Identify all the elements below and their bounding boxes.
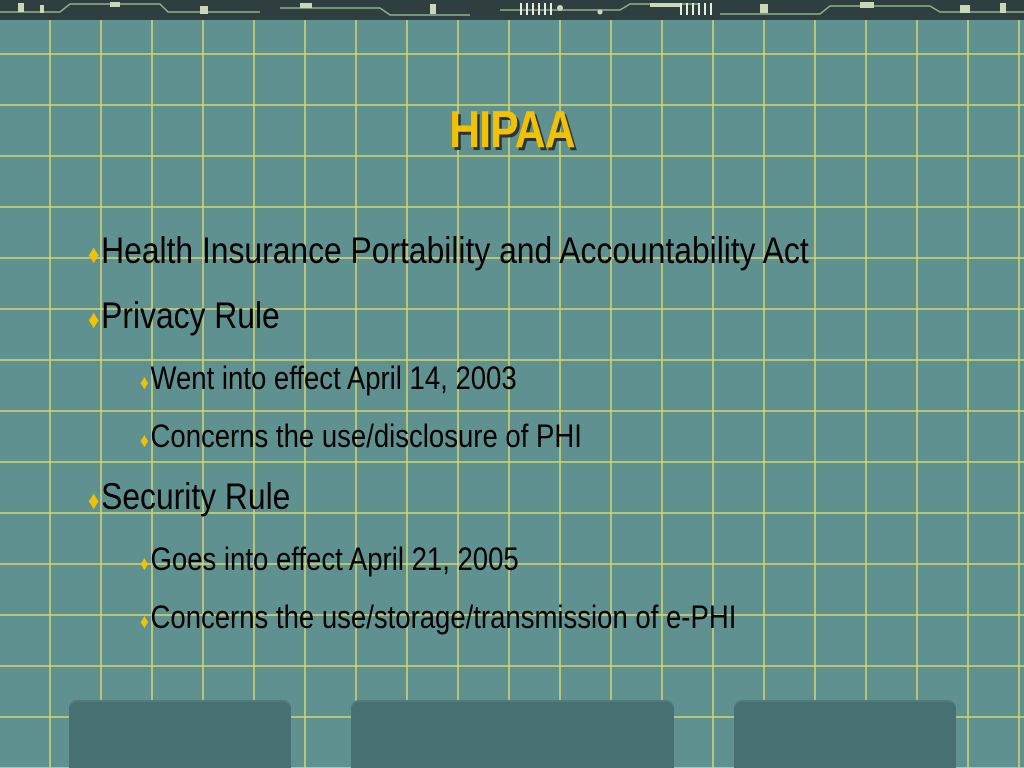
bullet-text: Goes into effect April 21, 2005 — [150, 541, 519, 577]
diamond-icon: ♦ — [88, 304, 100, 334]
bullet-item-privacy-rule — [88, 295, 862, 360]
diamond-icon: ♦ — [140, 611, 149, 633]
diamond-icon: ♦ — [88, 485, 100, 515]
bullet-text: Concerns the use/disclosure of PHI — [150, 418, 582, 454]
bullet-text: Privacy Rule — [101, 295, 280, 336]
bullet-list — [88, 230, 988, 657]
bullet-text: Concerns the use/storage/transmission of e-PHI — [150, 599, 737, 635]
circuit-pattern-icon — [0, 0, 1024, 20]
diamond-icon: ♦ — [88, 239, 100, 269]
bullet-item-security-rule — [88, 476, 862, 541]
diamond-icon: ♦ — [140, 430, 149, 452]
sub-bullet-privacy-effective-date — [140, 360, 869, 418]
bottom-tab-center — [351, 700, 674, 768]
diamond-icon: ♦ — [140, 372, 149, 394]
sub-bullet-security-effective-date — [140, 541, 869, 599]
slide-title: HIPAA — [449, 101, 575, 159]
sub-bullet-privacy-concerns — [140, 418, 869, 476]
diamond-icon: ♦ — [140, 553, 149, 575]
bottom-tab-right — [734, 700, 956, 768]
bottom-tab-left — [69, 700, 291, 768]
bullet-text: Health Insurance Portability and Accountability Act — [101, 230, 809, 271]
bullet-text: Went into effect April 14, 2003 — [150, 360, 517, 396]
circuit-board-strip — [0, 0, 1024, 20]
bullet-item-hipaa-act — [88, 230, 862, 295]
bullet-text: Security Rule — [101, 476, 291, 517]
sub-bullet-security-concerns — [140, 599, 869, 657]
